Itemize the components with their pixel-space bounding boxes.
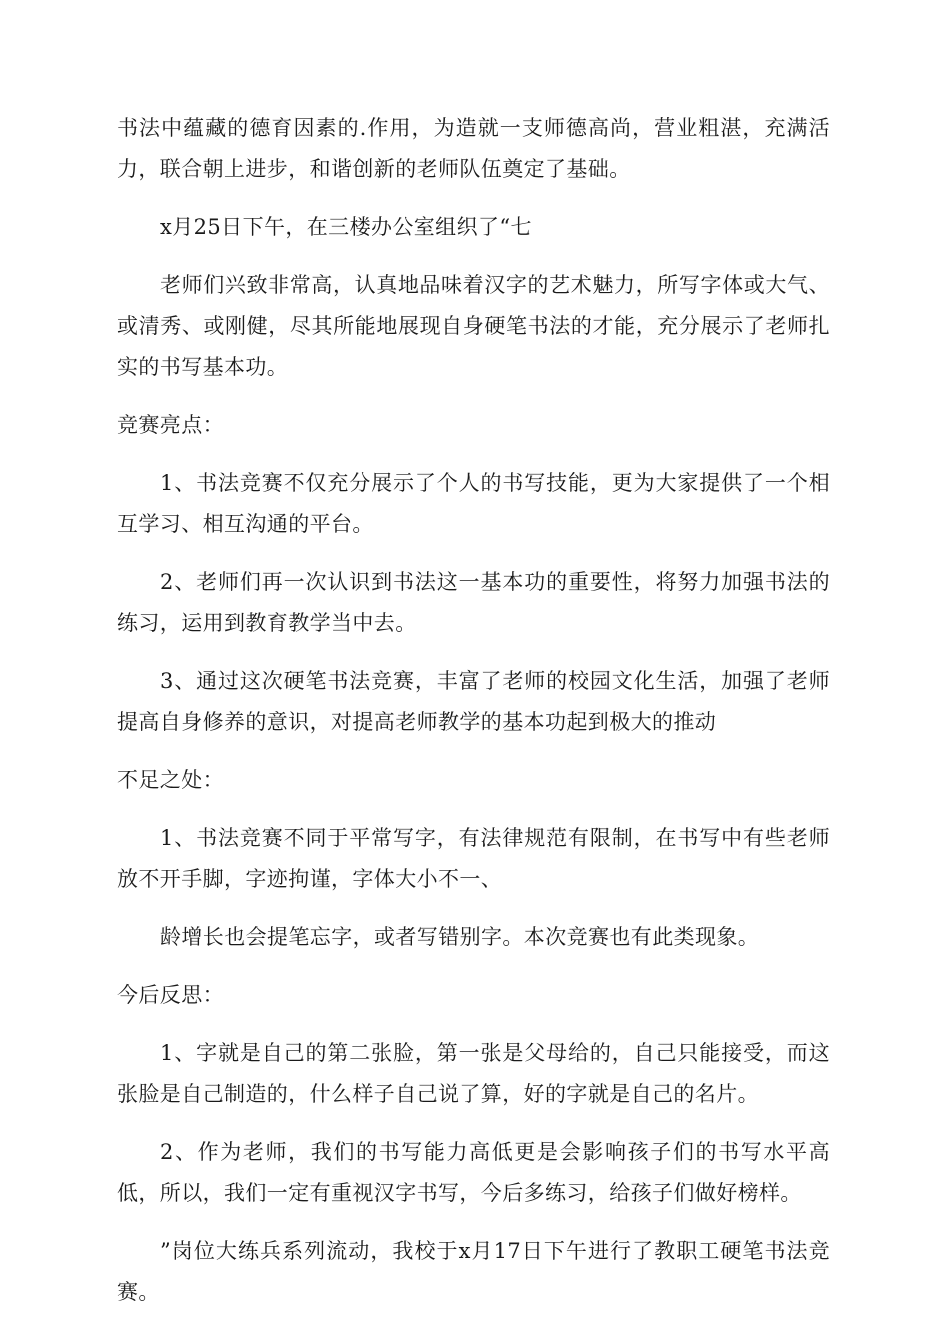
reflection-item-2: 2、作为老师，我们的书写能力高低更是会影响孩子们的书写水平高低，所以，我们一定有重视汉字书写，今后多练习，给孩子们做好榜样。 — [117, 1140, 830, 1205]
body-paragraph-3: 老师们兴致非常高，认真地品味着汉字的艺术魅力，所写字体或大气、或清秀、或刚健，尽其所能地展现自身硬笔书法的才能，充分展示了老师扎实的书写基本功。 — [117, 273, 830, 379]
body-paragraph-2: x月25日下午，在三楼办公室组织了“七 — [160, 215, 532, 239]
closing-paragraph: ”岗位大练兵系列流动，我校于x月17日下午进行了教职工硬笔书法竞赛。 — [117, 1239, 830, 1304]
body-paragraph-1: 书法中蕴藏的德育因素的.作用，为造就一支师德高尚，营业粗湛，充满活力，联合朝上进步，和谐创新的老师队伍奠定了基础。 — [117, 116, 830, 181]
reflection-item-1: 1、字就是自己的第二张脸，第一张是父母给的，自己只能接受，而这张脸是自己制造的，什么样子自己说了算，好的字就是自己的名片。 — [117, 1041, 830, 1106]
highlight-item-2: 2、老师们再一次认识到书法这一基本功的重要性，将努力加强书法的练习，运用到教育教学当中去。 — [117, 570, 830, 635]
highlight-item-3: 3、通过这次硬笔书法竞赛，丰富了老师的校园文化生活，加强了老师提高自身修养的意识，对提高老师教学的基本功起到极大的推动 — [117, 669, 830, 734]
shortcoming-item-1: 1、书法竞赛不同于平常写字，有法律规范有限制，在书写中有些老师放不开手脚，字迹拘谨，字体大小不一、 — [117, 826, 830, 891]
section-heading-reflection: 今后反思： — [117, 983, 224, 1007]
section-heading-shortcomings: 不足之处： — [117, 768, 224, 792]
section-heading-highlights: 竞赛亮点： — [117, 413, 224, 437]
shortcoming-item-2: 龄增长也会提笔忘字，或者写错别字。本次竞赛也有此类现象。 — [160, 925, 760, 949]
highlight-item-1: 1、书法竞赛不仅充分展示了个人的书写技能，更为大家提供了一个相互学习、相互沟通的平台。 — [117, 471, 830, 536]
